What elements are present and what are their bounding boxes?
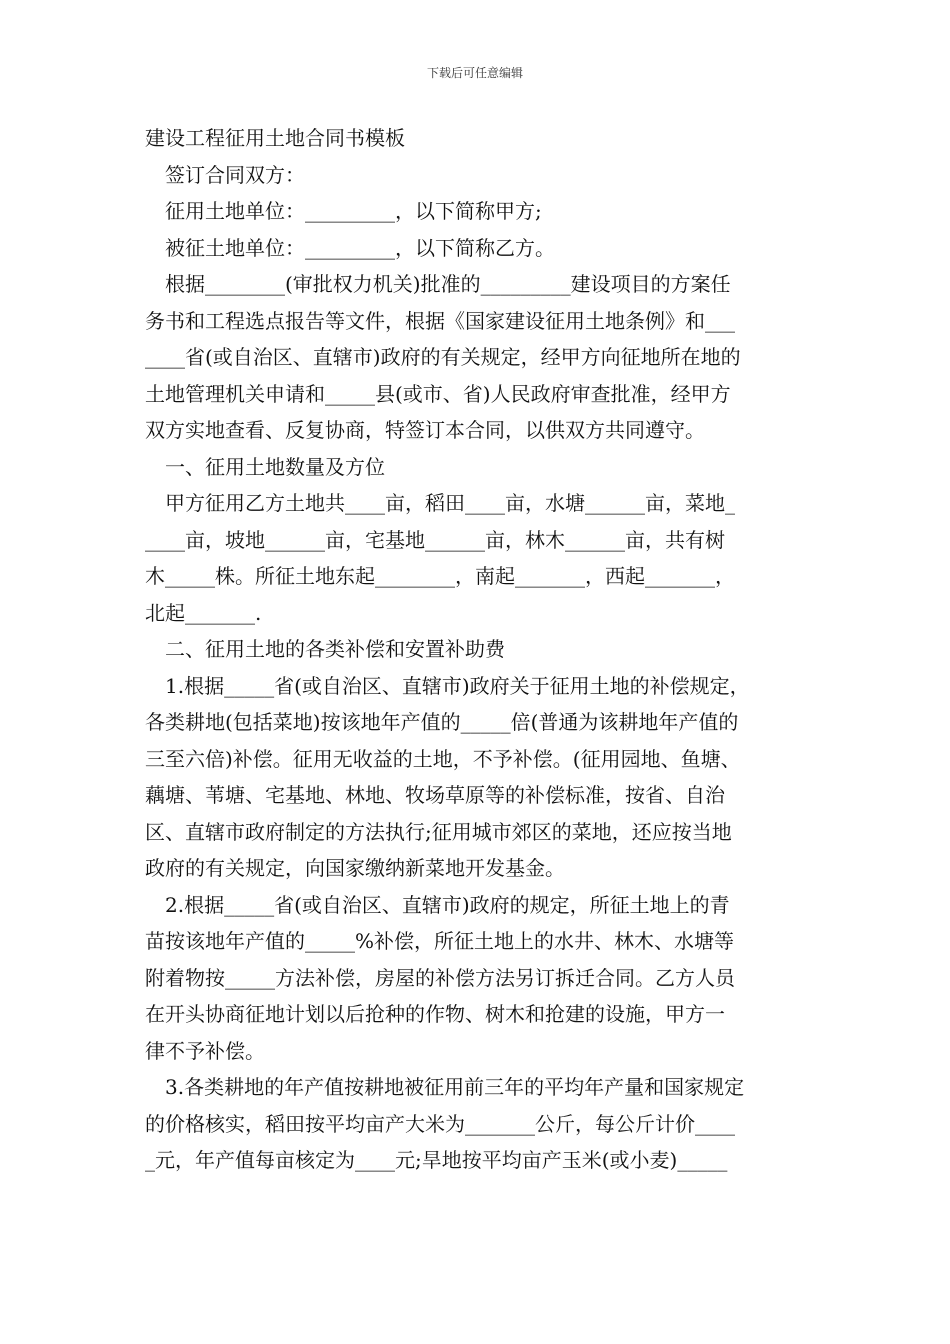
page-header: 下载后可任意编辑 bbox=[426, 66, 523, 80]
paragraph-line: 的价格核实，稻田按平均亩产大米为_______公斤，每公斤计价____ bbox=[145, 1111, 735, 1136]
paragraph-line: 务书和工程选点报告等文件，根据《国家建设征用土地条例》和___ bbox=[145, 308, 735, 333]
paragraph-line: 根据________(审批权力机关)批准的_________建设项目的方案任 bbox=[145, 272, 731, 296]
paragraph-line: 附着物按_____方法补偿，房屋的补偿方法另订拆迁合同。乙方人员 bbox=[145, 965, 735, 990]
paragraph-line: 苗按该地年产值的_____%补偿，所征土地上的水井、林木、水塘等 bbox=[145, 929, 735, 953]
paragraph-line: 双方实地查看、反复协商，特签订本合同，以供双方共同遵守。 bbox=[145, 418, 705, 442]
document-body bbox=[145, 120, 810, 1179]
paragraph-line: 区、直辖市政府制定的方法执行;征用城市郊区的菜地，还应按当地 bbox=[145, 819, 732, 844]
document-title: 建设工程征用土地合同书模板 bbox=[145, 126, 405, 150]
paragraph-line: 被征土地单位：_________，以下简称乙方。 bbox=[145, 235, 555, 260]
paragraph-line: 2.根据_____省(或自治区、直辖市)政府的规定，所征土地上的青 bbox=[145, 892, 730, 917]
paragraph-line: _元，年产值每亩核定为____元;旱地按平均亩产玉米(或小麦)_____ bbox=[145, 1148, 728, 1172]
paragraph-line: 1.根据_____省(或自治区、直辖市)政府关于征用土地的补偿规定， bbox=[145, 673, 750, 698]
paragraph-line: 律不予补偿。 bbox=[145, 1038, 265, 1063]
paragraph-line: 政府的有关规定，向国家缴纳新菜地开发基金。 bbox=[145, 856, 565, 880]
paragraph-line: 签订合同双方： bbox=[145, 162, 305, 187]
paragraph-line: 征用土地单位：_________，以下简称甲方; bbox=[145, 199, 542, 223]
paragraph-line: 在开头协商征地计划以后抢种的作物、树木和抢建的设施，甲方一 bbox=[145, 1002, 725, 1026]
paragraph-line: 各类耕地(包括菜地)按该地年产值的_____倍(普通为该耕地年产值的 bbox=[145, 710, 739, 734]
paragraph-line: 藕塘、苇塘、宅基地、林地、牧场草原等的补偿标准，按省、自治 bbox=[145, 783, 725, 807]
section-heading: 一、征用土地数量及方位 bbox=[145, 454, 385, 479]
section-heading: 二、征用土地的各类补偿和安置补助费 bbox=[145, 637, 505, 661]
paragraph-line: ____亩，坡地______亩，宅基地______亩，林木______亩，共有树 bbox=[145, 527, 725, 552]
paragraph-line: ____省(或自治区、直辖市)政府的有关规定，经甲方向征地所在地的 bbox=[145, 345, 741, 369]
paragraph-line: 3.各类耕地的年产值按耕地被征用前三年的平均年产量和国家规定 bbox=[145, 1075, 745, 1099]
paragraph-line: 北起_______. bbox=[145, 600, 262, 625]
paragraph-line: 木_____株。所征土地东起________，南起_______，西起_______， bbox=[145, 564, 735, 588]
paragraph-line: 三至六倍)补偿。征用无收益的土地，不予补偿。(征用园地、鱼塘、 bbox=[145, 746, 741, 771]
paragraph-line: 甲方征用乙方土地共____亩，稻田____亩，水塘______亩，菜地_ bbox=[145, 491, 735, 515]
paragraph-line: 土地管理机关申请和_____县(或市、省)人民政府审查批准，经甲方 bbox=[145, 381, 731, 406]
